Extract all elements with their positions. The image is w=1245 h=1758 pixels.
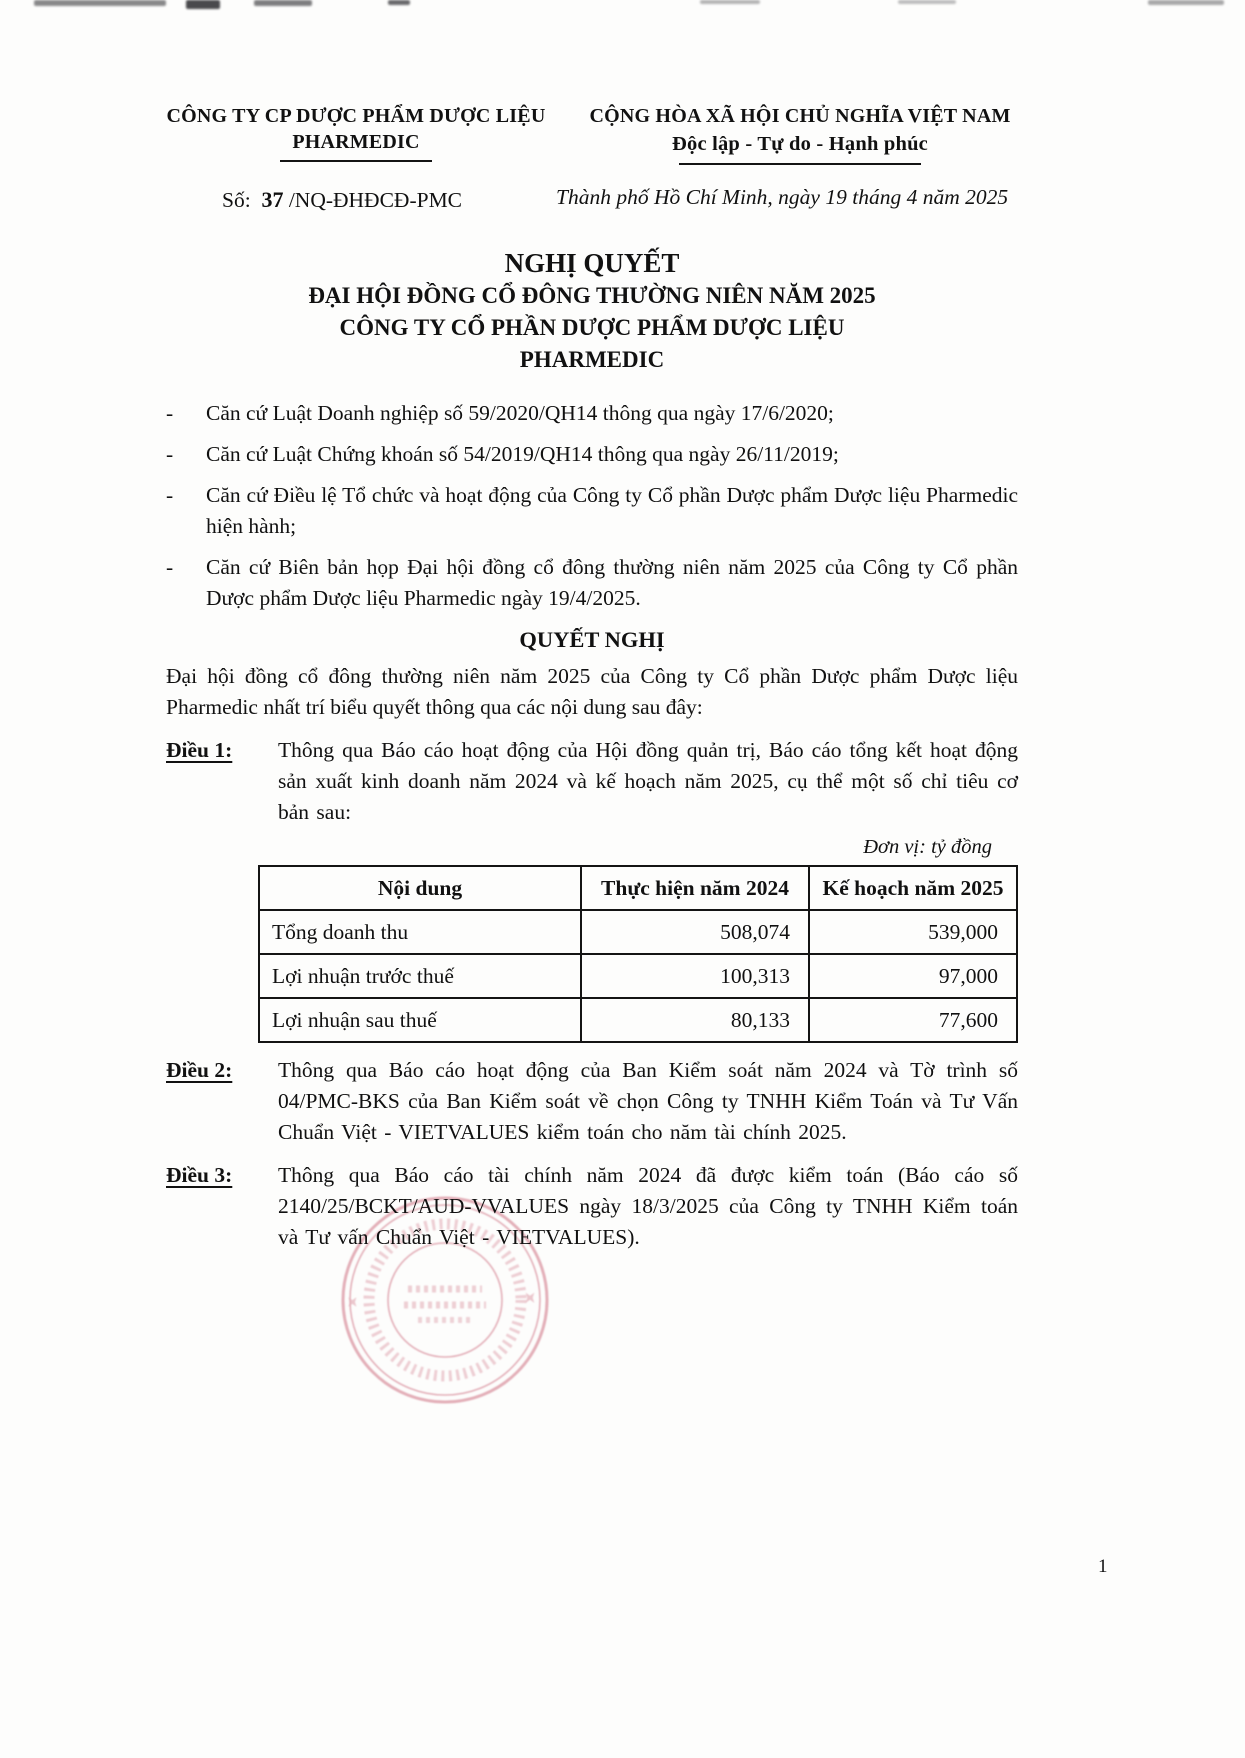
article-1-text: Thông qua Báo cáo hoạt động của Hội đồng quản trị, Báo cáo tổng kết hoạt động sản xuất kinh doanh năm 2024 và kế hoạch năm 2025, cụ thể một số chỉ tiêu cơ bản sau: (278, 738, 1018, 824)
title-line-2: ĐẠI HỘI ĐỒNG CỔ ĐÔNG THƯỜNG NIÊN NĂM 2025 (308, 283, 876, 308)
issuer-company-brand: PHARMEDIC (292, 131, 420, 153)
preamble-text: Căn cứ Luật Chứng khoán số 54/2019/QH14 thông qua ngày 26/11/2019; (206, 442, 839, 466)
article-2-text: Thông qua Báo cáo hoạt động của Ban Kiểm soát năm 2024 và Tờ trình số 04/PMC-BKS của Ban Kiểm soát về chọn Công ty TNHH Kiểm Toán và Tư Vấn Chuẩn Việt - VIETVALUES kiểm toán cho năm tài chính 2025. (278, 1058, 1018, 1144)
table-row (259, 954, 1017, 998)
document-body (166, 398, 1018, 1253)
document-number-label: Số: (222, 188, 251, 212)
preamble-item (166, 398, 1018, 429)
scan-artifact (186, 0, 220, 9)
preamble-text: Căn cứ Luật Doanh nghiệp số 59/2020/QH14 thông qua ngày 17/6/2020; (206, 401, 834, 425)
kpi-table (258, 865, 1018, 1043)
issuer-underline-rule (280, 160, 432, 162)
preamble-text: Căn cứ Điều lệ Tổ chức và hoạt động của Công ty Cổ phần Dược phẩm Dược liệu Pharmedic hiện hành; (206, 483, 1018, 538)
national-heading-block (576, 103, 1024, 165)
title-line-4: PHARMEDIC (519, 347, 665, 372)
row-value-2025: 97,000 (809, 954, 1017, 998)
scan-artifact (34, 0, 166, 6)
article-2 (166, 1055, 1018, 1148)
document-number-suffix: /NQ-ĐHĐCĐ-PMC (283, 188, 463, 212)
document-number-line (222, 187, 462, 213)
article-1-label: Điều 1: (166, 738, 233, 762)
row-label: Lợi nhuận trước thuế (259, 954, 581, 998)
kpi-table-header-row (259, 866, 1017, 910)
row-value-2024: 508,074 (581, 910, 809, 954)
article-2-label: Điều 2: (166, 1058, 233, 1082)
preamble-item (166, 480, 1018, 542)
resolution-intro: Đại hội đồng cổ đông thường niên năm 2025 của Công ty Cổ phần Dược phẩm Dược liệu Pharmedic nhất trí biểu quyết thông qua các nội dung sau đây: (166, 664, 1018, 719)
row-label: Lợi nhuận sau thuế (259, 998, 581, 1042)
scan-artifact (700, 0, 760, 4)
kpi-header-2025: Kế hoạch năm 2025 (809, 866, 1017, 910)
row-value-2024: 80,133 (581, 998, 809, 1042)
bullet-dash: - (166, 401, 174, 425)
preamble-item (166, 552, 1018, 614)
document-title-block (166, 246, 1018, 376)
scan-artifact (254, 0, 312, 6)
article-3-text: Thông qua Báo cáo tài chính năm 2024 đã được kiểm toán (Báo cáo số 2140/25/BCKT/AUD-VVALUES ngày 18/3/2025 của Công ty TNHH Kiểm toán và Tư vấn Chuẩn Việt - VIETVALUES). (278, 1163, 1018, 1249)
scan-artifact (388, 0, 410, 5)
article-3-label: Điều 3: (166, 1163, 233, 1187)
title-line-3: CÔNG TY CỔ PHẦN DƯỢC PHẨM DƯỢC LIỆU (339, 315, 845, 340)
preamble-text: Căn cứ Biên bản họp Đại hội đồng cổ đông thường niên năm 2025 của Công ty Cổ phần Dược phẩm Dược liệu Pharmedic ngày 19/4/2025. (206, 555, 1018, 610)
table-row (259, 910, 1017, 954)
title-line-1: NGHỊ QUYẾT (504, 248, 680, 278)
bullet-dash: - (166, 483, 174, 507)
resolution-heading: QUYẾT NGHỊ (519, 627, 665, 652)
table-row (259, 998, 1017, 1042)
bullet-dash: - (166, 442, 174, 466)
kpi-header-2024: Thực hiện năm 2024 (581, 866, 809, 910)
bullet-dash: - (166, 555, 174, 579)
row-value-2025: 77,600 (809, 998, 1017, 1042)
place-date-line: Thành phố Hồ Chí Minh, ngày 19 tháng 4 năm 2025 (556, 185, 1009, 209)
issuer-company-name: CÔNG TY CP DƯỢC PHẨM DƯỢC LIỆU (166, 105, 546, 127)
row-label: Tổng doanh thu (259, 910, 581, 954)
motto-underline-rule (679, 163, 921, 165)
article-3 (166, 1160, 1018, 1253)
table-unit-note: Đơn vị: tỷ đồng (863, 836, 992, 858)
page-number: 1 (1098, 1556, 1108, 1577)
row-value-2024: 100,313 (581, 954, 809, 998)
scan-artifact (898, 0, 956, 4)
article-1 (166, 735, 1018, 828)
row-value-2025: 539,000 (809, 910, 1017, 954)
scan-artifact (1148, 0, 1224, 5)
document-number: 37 (261, 187, 284, 212)
national-title: CỘNG HÒA XÃ HỘI CHỦ NGHĨA VIỆT NAM (589, 105, 1011, 127)
issuer-block (148, 103, 564, 162)
kpi-header-noi-dung: Nội dung (259, 866, 581, 910)
national-motto: Độc lập - Tự do - Hạnh phúc (672, 133, 928, 155)
preamble-item (166, 439, 1018, 470)
